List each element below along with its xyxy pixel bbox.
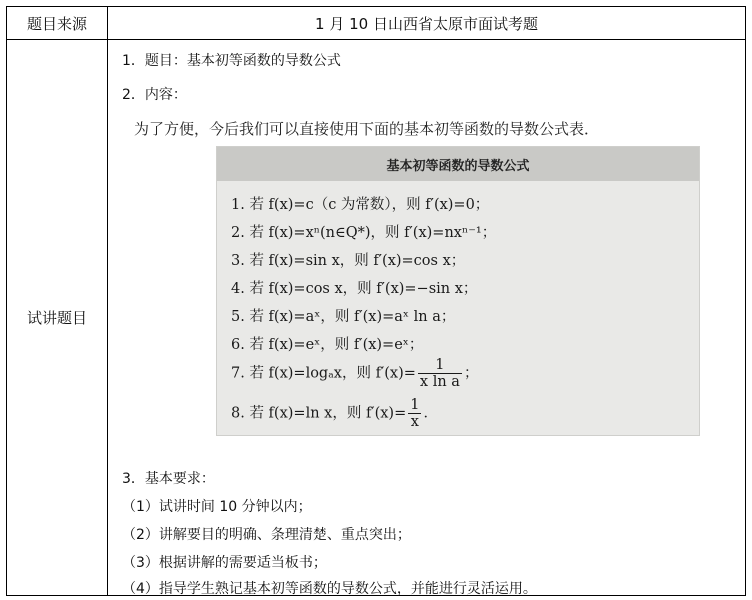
exam-table [6,6,746,596]
topic-line: 1．题目：基本初等函数的导数公式 [122,53,341,69]
formula-table-title: 基本初等函数的导数公式 [217,147,699,181]
formula-3: 3. 若 f(x)=sin x，则 f′(x)=cos x； [231,253,466,269]
formula-4: 4. 若 f(x)=cos x，则 f′(x)=−sin x； [231,281,478,297]
content-label: 2．内容： [122,87,187,103]
header-source-label: 题目来源 [26,14,87,33]
left-label-cell [7,40,107,595]
fraction: $\frac{1}{\text{x ln a}}$ [419,357,460,390]
formula-8: 8. 若 f(x)=ln x，则 f′(x)= $\frac{1}{x}$ ． [231,397,438,430]
fraction: $\frac{1}{x}$ [410,397,420,430]
requirement-item: （2）讲解要目的明确、条理清楚、重点突出； [122,527,411,543]
formula-7: 7. 若 f(x)=logₐx，则 f′(x)= $\frac{1}{\text{x ln a}}$ ； [231,357,479,390]
header-row [7,7,745,40]
formula-2: 2. 若 f(x)=xⁿ(n∈Q*)，则 f′(x)=nxⁿ⁻¹； [231,225,497,241]
formula-5: 5. 若 f(x)=aˣ，则 f′(x)=aˣ ln a； [231,309,456,325]
formula-1: 1. 若 f(x)=c（c 为常数），则 f′(x)=0； [231,197,490,213]
formula-table-image [216,146,700,436]
trial-topic-label: 试讲题目 [26,309,87,327]
requirements-label: 3．基本要求： [122,471,215,487]
header-source-value: 1 月 10 日山西省太原市面试考题 [315,14,538,33]
requirement-item: （4）指导学生熟记基本初等函数的导数公式，并能进行灵活运用。 [122,581,537,597]
requirement-item: （1）试讲时间 10 分钟以内； [122,499,312,515]
intro-text: 为了方便，今后我们可以直接使用下面的基本初等函数的导数公式表． [134,120,600,138]
requirement-item: （3）根据讲解的需要适当板书； [122,555,327,571]
formula-6: 6. 若 f(x)=eˣ，则 f′(x)=eˣ； [231,337,424,353]
content-cell [108,40,745,595]
